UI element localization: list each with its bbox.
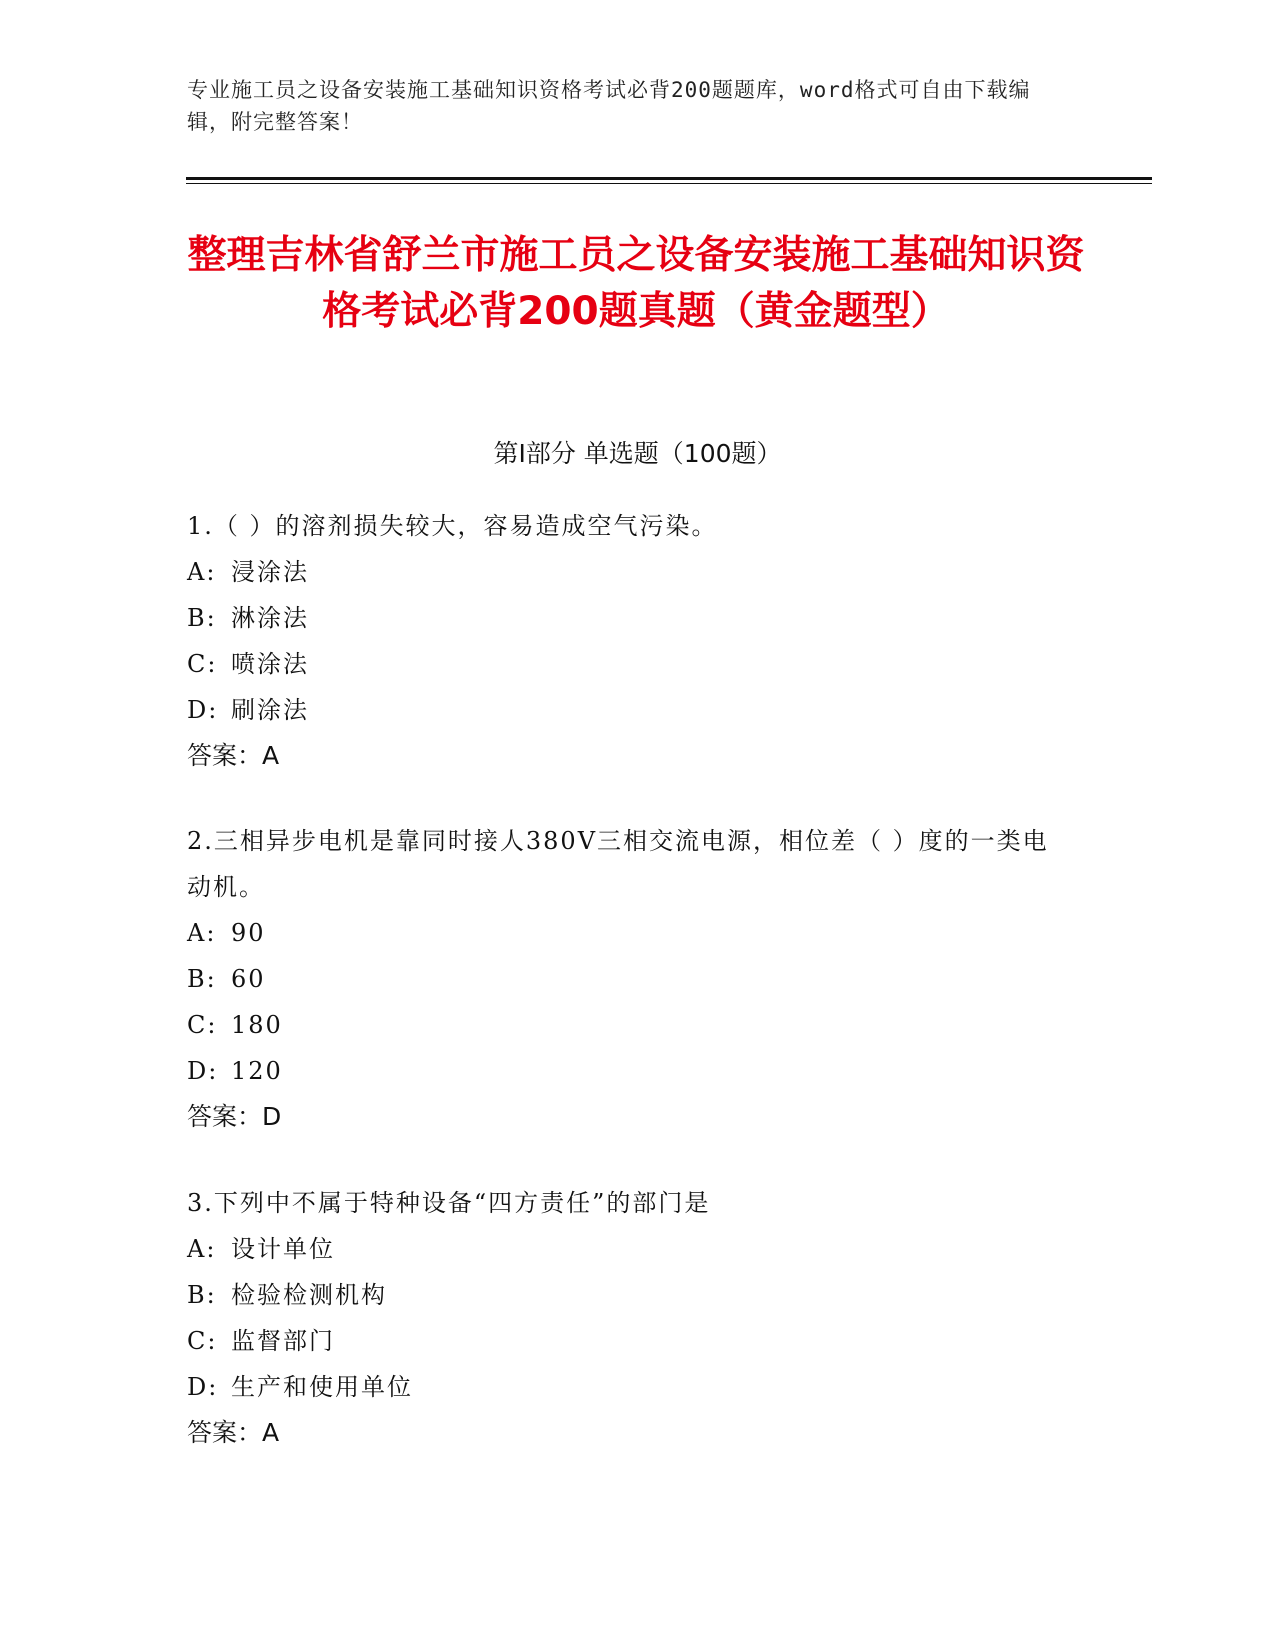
option-key: D: bbox=[187, 696, 219, 724]
option-text: 生产和使用单位 bbox=[231, 1373, 413, 1401]
option-text: 监督部门 bbox=[231, 1327, 335, 1355]
option-text: 浸涂法 bbox=[231, 558, 309, 586]
option-text: 60 bbox=[231, 965, 266, 993]
section-heading: 第I部分 单选题（100题） bbox=[493, 439, 782, 468]
option-a bbox=[187, 549, 1067, 595]
option-text: 检验检测机构 bbox=[231, 1281, 387, 1309]
option-a bbox=[187, 910, 1067, 956]
option-text: 刷涂法 bbox=[231, 696, 309, 724]
option-b bbox=[187, 1272, 1067, 1318]
option-b bbox=[187, 595, 1067, 641]
option-c bbox=[187, 1318, 1067, 1364]
option-c bbox=[187, 641, 1067, 687]
header-divider-thin bbox=[186, 183, 1152, 184]
option-text: 设计单位 bbox=[231, 1235, 335, 1263]
question-stem: 1.（ ）的溶剂损失较大，容易造成空气污染。 bbox=[187, 512, 718, 540]
question-3 bbox=[187, 1180, 1067, 1456]
answer-line: 答案：D bbox=[187, 1102, 282, 1131]
option-key: A: bbox=[187, 919, 217, 947]
question-1 bbox=[187, 503, 1067, 779]
option-key: B: bbox=[187, 965, 217, 993]
header-divider-thick bbox=[186, 177, 1152, 180]
option-text: 喷涂法 bbox=[231, 650, 309, 678]
option-b bbox=[187, 956, 1067, 1002]
header-note: 专业施工员之设备安装施工基础知识资格考试必背200题题库，word格式可自由下载编辑，附完整答案！ bbox=[187, 78, 1031, 134]
option-d bbox=[187, 687, 1067, 733]
option-c bbox=[187, 1002, 1067, 1048]
option-d bbox=[187, 1364, 1067, 1410]
option-a bbox=[187, 1226, 1067, 1272]
answer-line: 答案：A bbox=[187, 1418, 280, 1447]
option-text: 90 bbox=[231, 919, 266, 947]
question-2 bbox=[187, 818, 1067, 1140]
option-key: D: bbox=[187, 1373, 219, 1401]
option-text: 120 bbox=[231, 1057, 283, 1085]
answer-line: 答案：A bbox=[187, 741, 280, 770]
document-title: 整理吉林省舒兰市施工员之设备安装施工基础知识资格考试必背200题真题（黄金题型） bbox=[187, 233, 1085, 334]
option-key: D: bbox=[187, 1057, 219, 1085]
option-key: C: bbox=[187, 650, 218, 678]
option-key: B: bbox=[187, 1281, 217, 1309]
question-stem: 3.下列中不属于特种设备“四方责任”的部门是 bbox=[187, 1189, 711, 1217]
option-key: A: bbox=[187, 558, 217, 586]
option-key: B: bbox=[187, 604, 217, 632]
option-key: C: bbox=[187, 1327, 218, 1355]
option-text: 淋涂法 bbox=[231, 604, 309, 632]
option-key: A: bbox=[187, 1235, 217, 1263]
option-d bbox=[187, 1048, 1067, 1094]
option-key: C: bbox=[187, 1011, 218, 1039]
question-stem: 2.三相异步电机是靠同时接人380V三相交流电源，相位差（ ）度的一类电动机。 bbox=[187, 827, 1049, 901]
option-text: 180 bbox=[231, 1011, 283, 1039]
